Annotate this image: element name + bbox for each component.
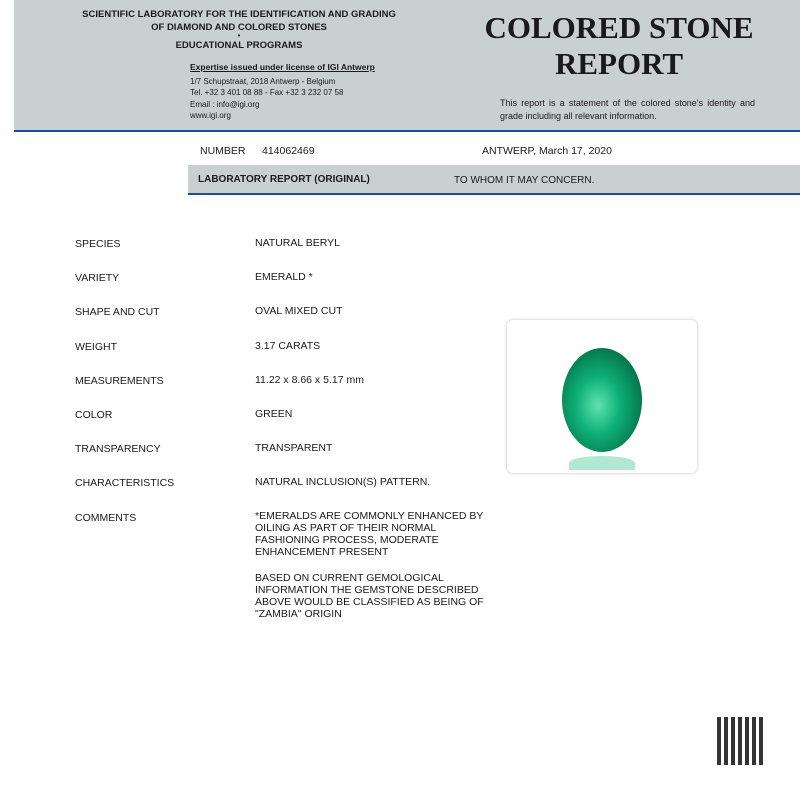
addressee: TO WHOM IT MAY CONCERN. <box>454 175 595 186</box>
field-value: 11.22 x 8.66 x 5.17 mm <box>255 374 364 386</box>
emerald-reflection <box>569 456 635 470</box>
license-block <box>190 62 375 122</box>
field-value: OVAL MIXED CUT <box>255 305 343 317</box>
field-label: SPECIES <box>75 238 121 250</box>
field-value: 3.17 CARATS <box>255 340 321 352</box>
lab-bullet: • <box>237 33 241 40</box>
website: www.igi.org <box>190 111 231 120</box>
field-value: NATURAL BERYL <box>255 237 340 249</box>
field-label: COLOR <box>75 409 113 421</box>
title-line: COLORED STONE <box>484 10 754 45</box>
report-number: 414062469 <box>262 145 315 157</box>
field-value: *EMERALDS ARE COMMONLY ENHANCED BY OILING AS PART OF THEIR NORMAL FASHIONING PROCESS, MODERATE ENHANCEMENT PRESENT <box>255 510 484 558</box>
origin-comment: BASED ON CURRENT GEMOLOGICAL INFORMATION THE GEMSTONE DESCRIBED ABOVE WOULD BE CLASSIFIED AS BEING OF "ZAMBIA" ORIGIN <box>255 572 484 620</box>
field-value: GREEN <box>255 408 293 420</box>
emerald-image <box>562 348 642 452</box>
field-value: EMERALD * <box>255 271 313 283</box>
phone: Tel. +32 3 401 08 88 - Fax +32 3 232 07 58 <box>190 88 344 97</box>
email: Email : info@igi.org <box>190 99 260 109</box>
statement: This report is a statement of the colored stone's identity and grade including all relevant information. <box>500 98 755 121</box>
field-label: VARIETY <box>75 272 120 284</box>
field-label: MEASUREMENTS <box>75 375 164 387</box>
license-text: Expertise issued under license of IGI Antwerp <box>190 62 375 72</box>
field-value: TRANSPARENT <box>255 442 333 454</box>
report-type-bar <box>188 165 800 195</box>
place-date: ANTWERP, March 17, 2020 <box>482 145 612 157</box>
field-value: NATURAL INCLUSION(S) PATTERN. <box>255 476 431 488</box>
field-label: CHARACTERISTICS <box>75 477 175 489</box>
report-title <box>474 10 764 82</box>
field-label: WEIGHT <box>75 341 117 353</box>
address: 1/7 Schupstraat, 2018 Antwerp - Belgium <box>190 76 336 86</box>
field-label: COMMENTS <box>75 512 137 524</box>
lab-name <box>74 8 404 52</box>
title-line: REPORT <box>554 46 684 81</box>
lab-line: OF DIAMOND AND COLORED STONES <box>151 22 327 33</box>
qr-code <box>717 717 765 765</box>
report-type: LABORATORY REPORT (ORIGINAL) <box>198 174 370 185</box>
lab-line: SCIENTIFIC LABORATORY FOR THE IDENTIFICATION AND GRADING <box>82 9 396 20</box>
report-header <box>14 0 800 132</box>
number-label: NUMBER <box>200 145 246 157</box>
lab-line: EDUCATIONAL PROGRAMS <box>175 40 303 51</box>
gemstone-photo <box>507 320 697 473</box>
field-label: SHAPE AND CUT <box>75 306 160 318</box>
field-label: TRANSPARENCY <box>75 443 161 455</box>
